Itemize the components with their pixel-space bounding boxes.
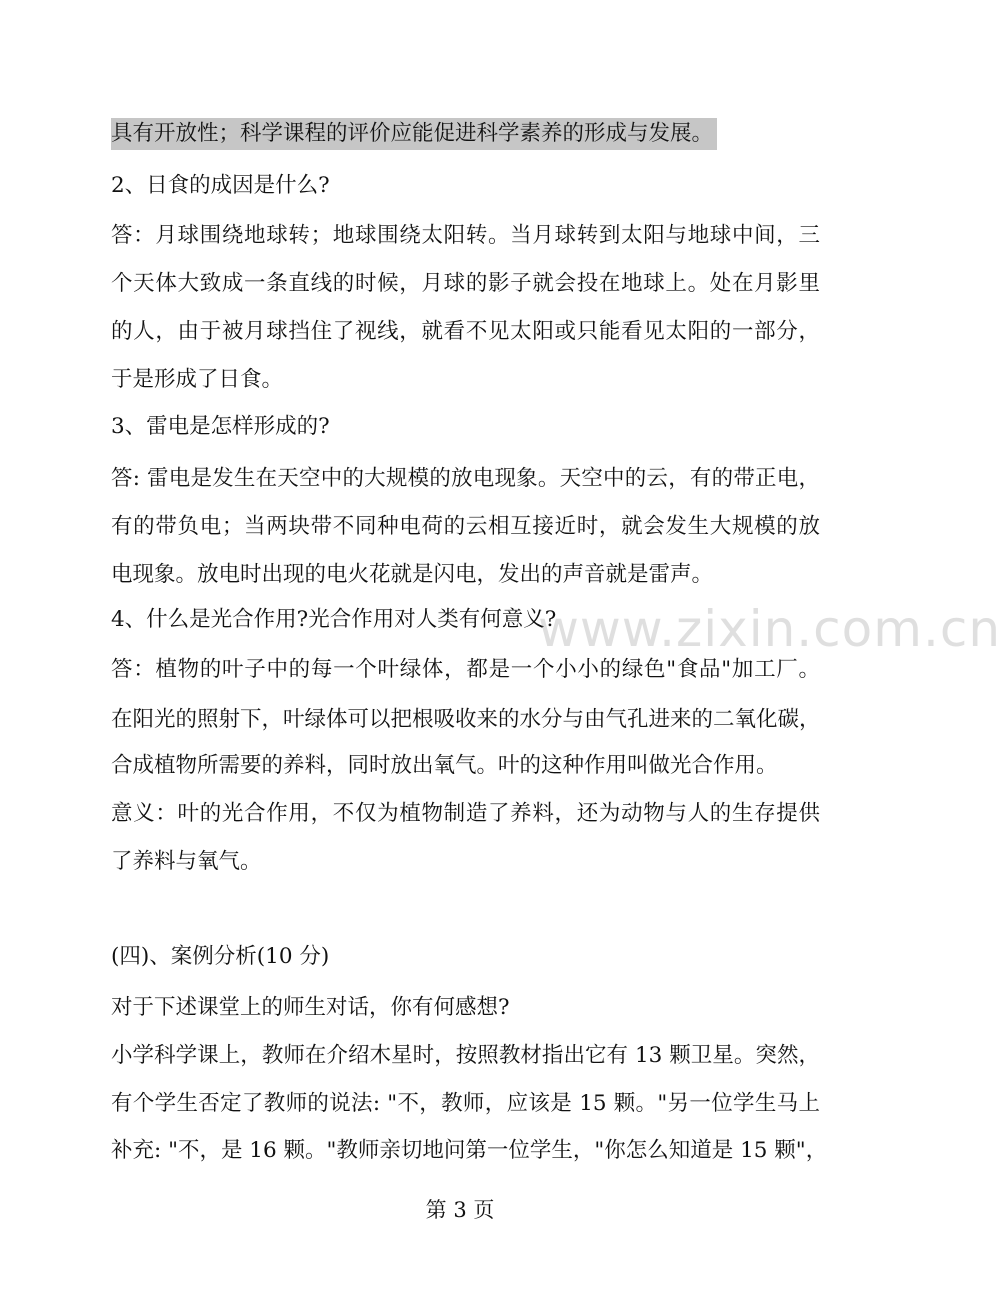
answer-4-line-3: 合成植物所需要的养料，同时放出氧气。叶的这种作用叫做光合作用。 bbox=[111, 753, 778, 778]
answer-4-line-2: 在阳光的照射下，叶绿体可以把根吸收来的水分与由气孔进来的二氧化碳， bbox=[111, 707, 821, 732]
answer-3-line-3: 电现象。放电时出现的电火花就是闪电，发出的声音就是雷声。 bbox=[111, 562, 714, 587]
answer-4-line-1: 答：植物的叶子中的每一个叶绿体，都是一个小小的绿色"食品"加工厂。 bbox=[111, 657, 820, 682]
case-text-line-1: 小学科学课上，教师在介绍木星时，按照教材指出它有 13 颗卫星。突然， bbox=[111, 1043, 820, 1068]
case-text-line-2: 有个学生否定了教师的说法: "不，教师，应该是 15 颗。"另一位学生马上 bbox=[111, 1091, 820, 1116]
answer-2-line-3: 的人，由于被月球挡住了视线，就看不见太阳或只能看见太阳的一部分， bbox=[111, 319, 820, 344]
case-question: 对于下述课堂上的师生对话，你有何感想? bbox=[111, 995, 510, 1020]
page-number: 第 3 页 bbox=[425, 1198, 495, 1222]
highlighted-text: 具有开放性；科学课程的评价应能促进科学素养的形成与发展。 bbox=[111, 118, 717, 150]
case-text-line-3: 补充: "不，是 16 颗。"教师亲切地问第一位学生，"你怎么知道是 15 颗"， bbox=[111, 1138, 828, 1163]
answer-2-line-1: 答：月球围绕地球转；地球围绕太阳转。当月球转到太阳与地球中间，三 bbox=[111, 223, 820, 248]
significance-line-1: 意义：叶的光合作用，不仅为植物制造了养料，还为动物与人的生存提供 bbox=[111, 801, 820, 826]
question-2: 2、日食的成因是什么? bbox=[111, 173, 330, 198]
answer-2-line-4: 于是形成了日食。 bbox=[111, 367, 284, 392]
watermark: www.zixin.com.cn bbox=[538, 600, 1001, 658]
significance-line-2: 了养料与氧气。 bbox=[111, 849, 262, 874]
section-heading: (四)、案例分析(10 分) bbox=[111, 944, 330, 969]
highlighted-line bbox=[111, 118, 820, 150]
answer-3-line-1: 答: 雷电是发生在天空中的大规模的放电现象。天空中的云，有的带正电， bbox=[111, 466, 820, 491]
question-3: 3、雷电是怎样形成的? bbox=[111, 414, 330, 439]
answer-2-line-2: 个天体大致成一条直线的时候，月球的影子就会投在地球上。处在月影里 bbox=[111, 271, 820, 296]
answer-3-line-2: 有的带负电；当两块带不同种电荷的云相互接近时，就会发生大规模的放 bbox=[111, 514, 820, 539]
question-4: 4、什么是光合作用?光合作用对人类有何意义? bbox=[111, 607, 557, 632]
